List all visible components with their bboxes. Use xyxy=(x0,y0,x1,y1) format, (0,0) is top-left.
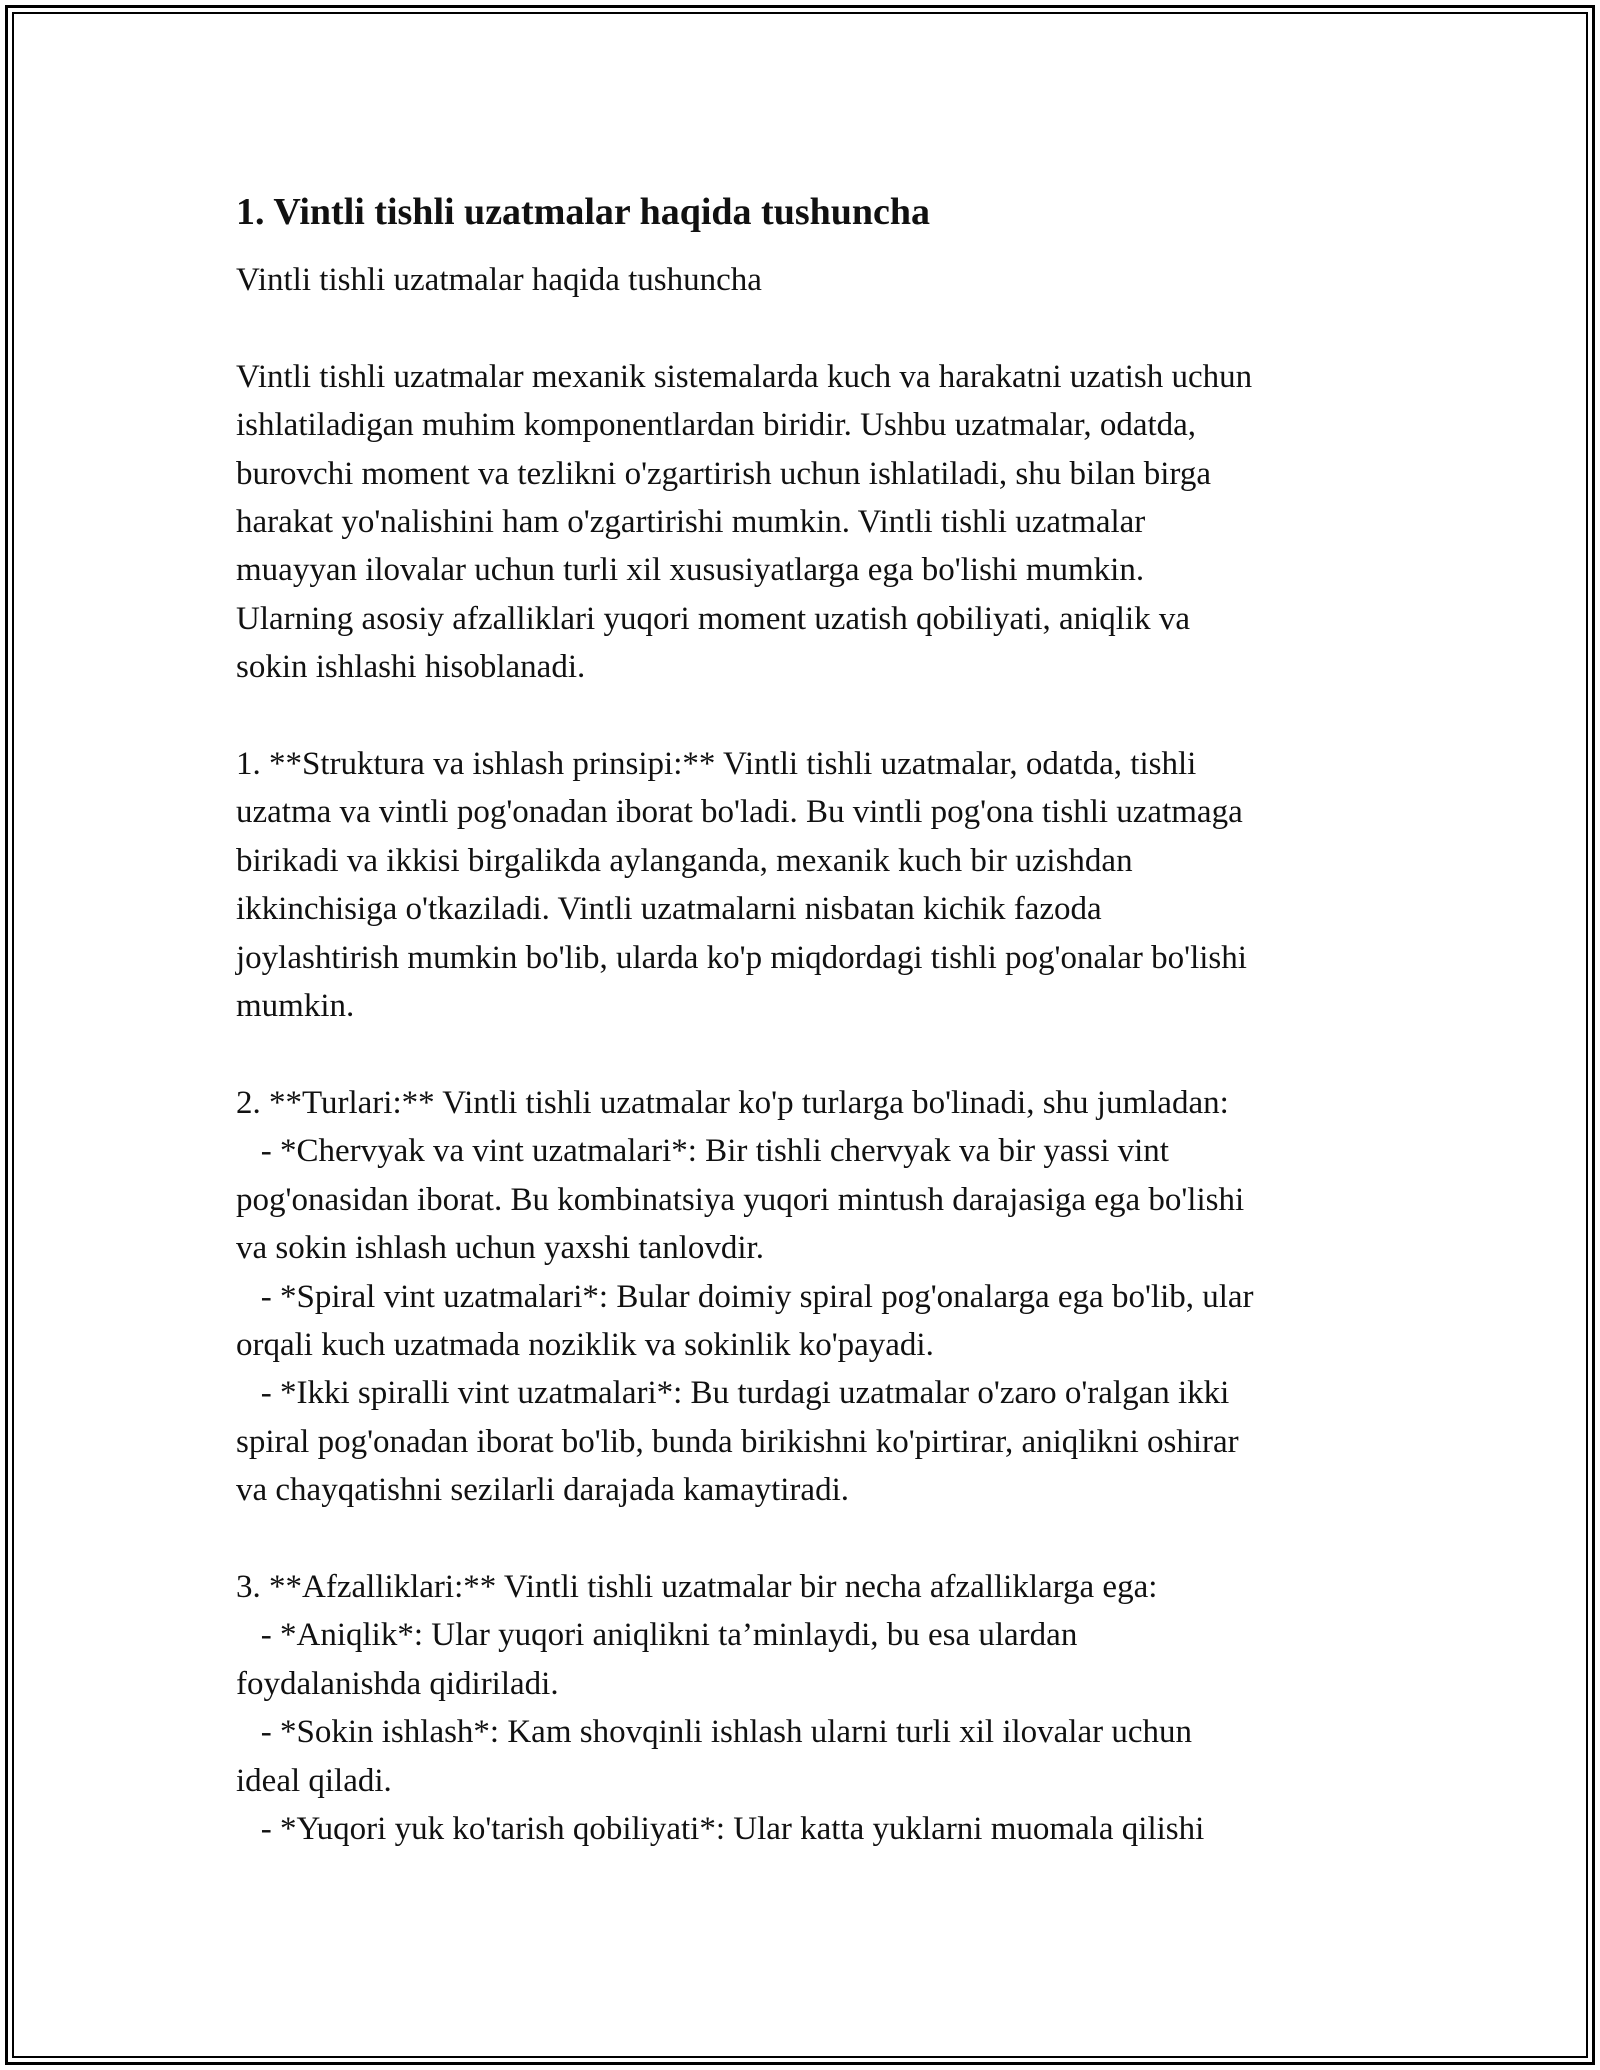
document-content xyxy=(236,186,1376,1853)
document-body: Vintli tishli uzatmalar haqida tushuncha Vintli tishli uzatmalar mexanik sistemalarda kuch va harakatni uzatish uchun ishlatiladigan muhim komponentlardan biridir. Ushbu uzatmalar, odatda, burovchi moment va tezlikni o'zgartirish uchun ishlatiladi, shu bilan birga harakat yo'nalishini ham o'zgartirishi mumkin. Vintli tishli uzatmalar muayyan ilovalar uchun turli xil xususiyatlarga ega bo'lishi mumkin. Ularning asosiy afzalliklari yuqori moment uzatish qobiliyati, aniqlik va sokin ishlashi hisoblanadi. 1. **Struktura va ishlash prinsipi:** Vintli tishli uzatmalar, odatda, tishli uzatma va vintli pog'onadan iborat bo'ladi. Bu vintli pog'ona tishli uzatmaga birikadi va ikkisi birgalikda aylanganda, mexanik kuch bir uzishdan ikkinchisiga o'tkaziladi. Vintli uzatmalarni nisbatan kichik fazoda joylashtirish mumkin bo'lib, ularda ko'p miqdordagi tishli pog'onalar bo'lishi mumkin. 2. **Turlari:** Vintli tishli uzatmalar ko'p turlarga bo'linadi, shu jumladan: - *Chervyak va vint uzatmalari*: Bir tishli chervyak va bir yassi vint pog'onasidan iborat. Bu kombinatsiya yuqori mintush darajasiga ega bo'lishi va sokin ishlash uchun yaxshi tanlovdir. - *Spiral vint uzatmalari*: Bular doimiy spiral pog'onalarga ega bo'lib, ular orqali kuch uzatmada noziklik va sokinlik ko'payadi. - *Ikki spiralli vint uzatmalari*: Bu turdagi uzatmalar o'zaro o'ralgan ikki spiral pog'onadan iborat bo'lib, bunda birikishni ko'pirtirar, aniqlikni oshirar va chayqatishni sezilarli darajada kamaytiradi. 3. **Afzalliklari:** Vintli tishli uzatmalar bir necha afzalliklarga ega: - *Aniqlik*: Ular yuqori aniqlikni ta’minlaydi, bu esa ulardan foydalanishda qidiriladi. - *Sokin ishlash*: Kam shovqinli ishlash ularni turli xil ilovalar uchun ideal qiladi. - *Yuqori yuk ko'tarish qobiliyati*: Ular katta yuklarni muomala qilishi xyxy=(236,262,1254,1847)
document-title: 1. Vintli tishli uzatmalar haqida tushuncha xyxy=(236,191,931,233)
